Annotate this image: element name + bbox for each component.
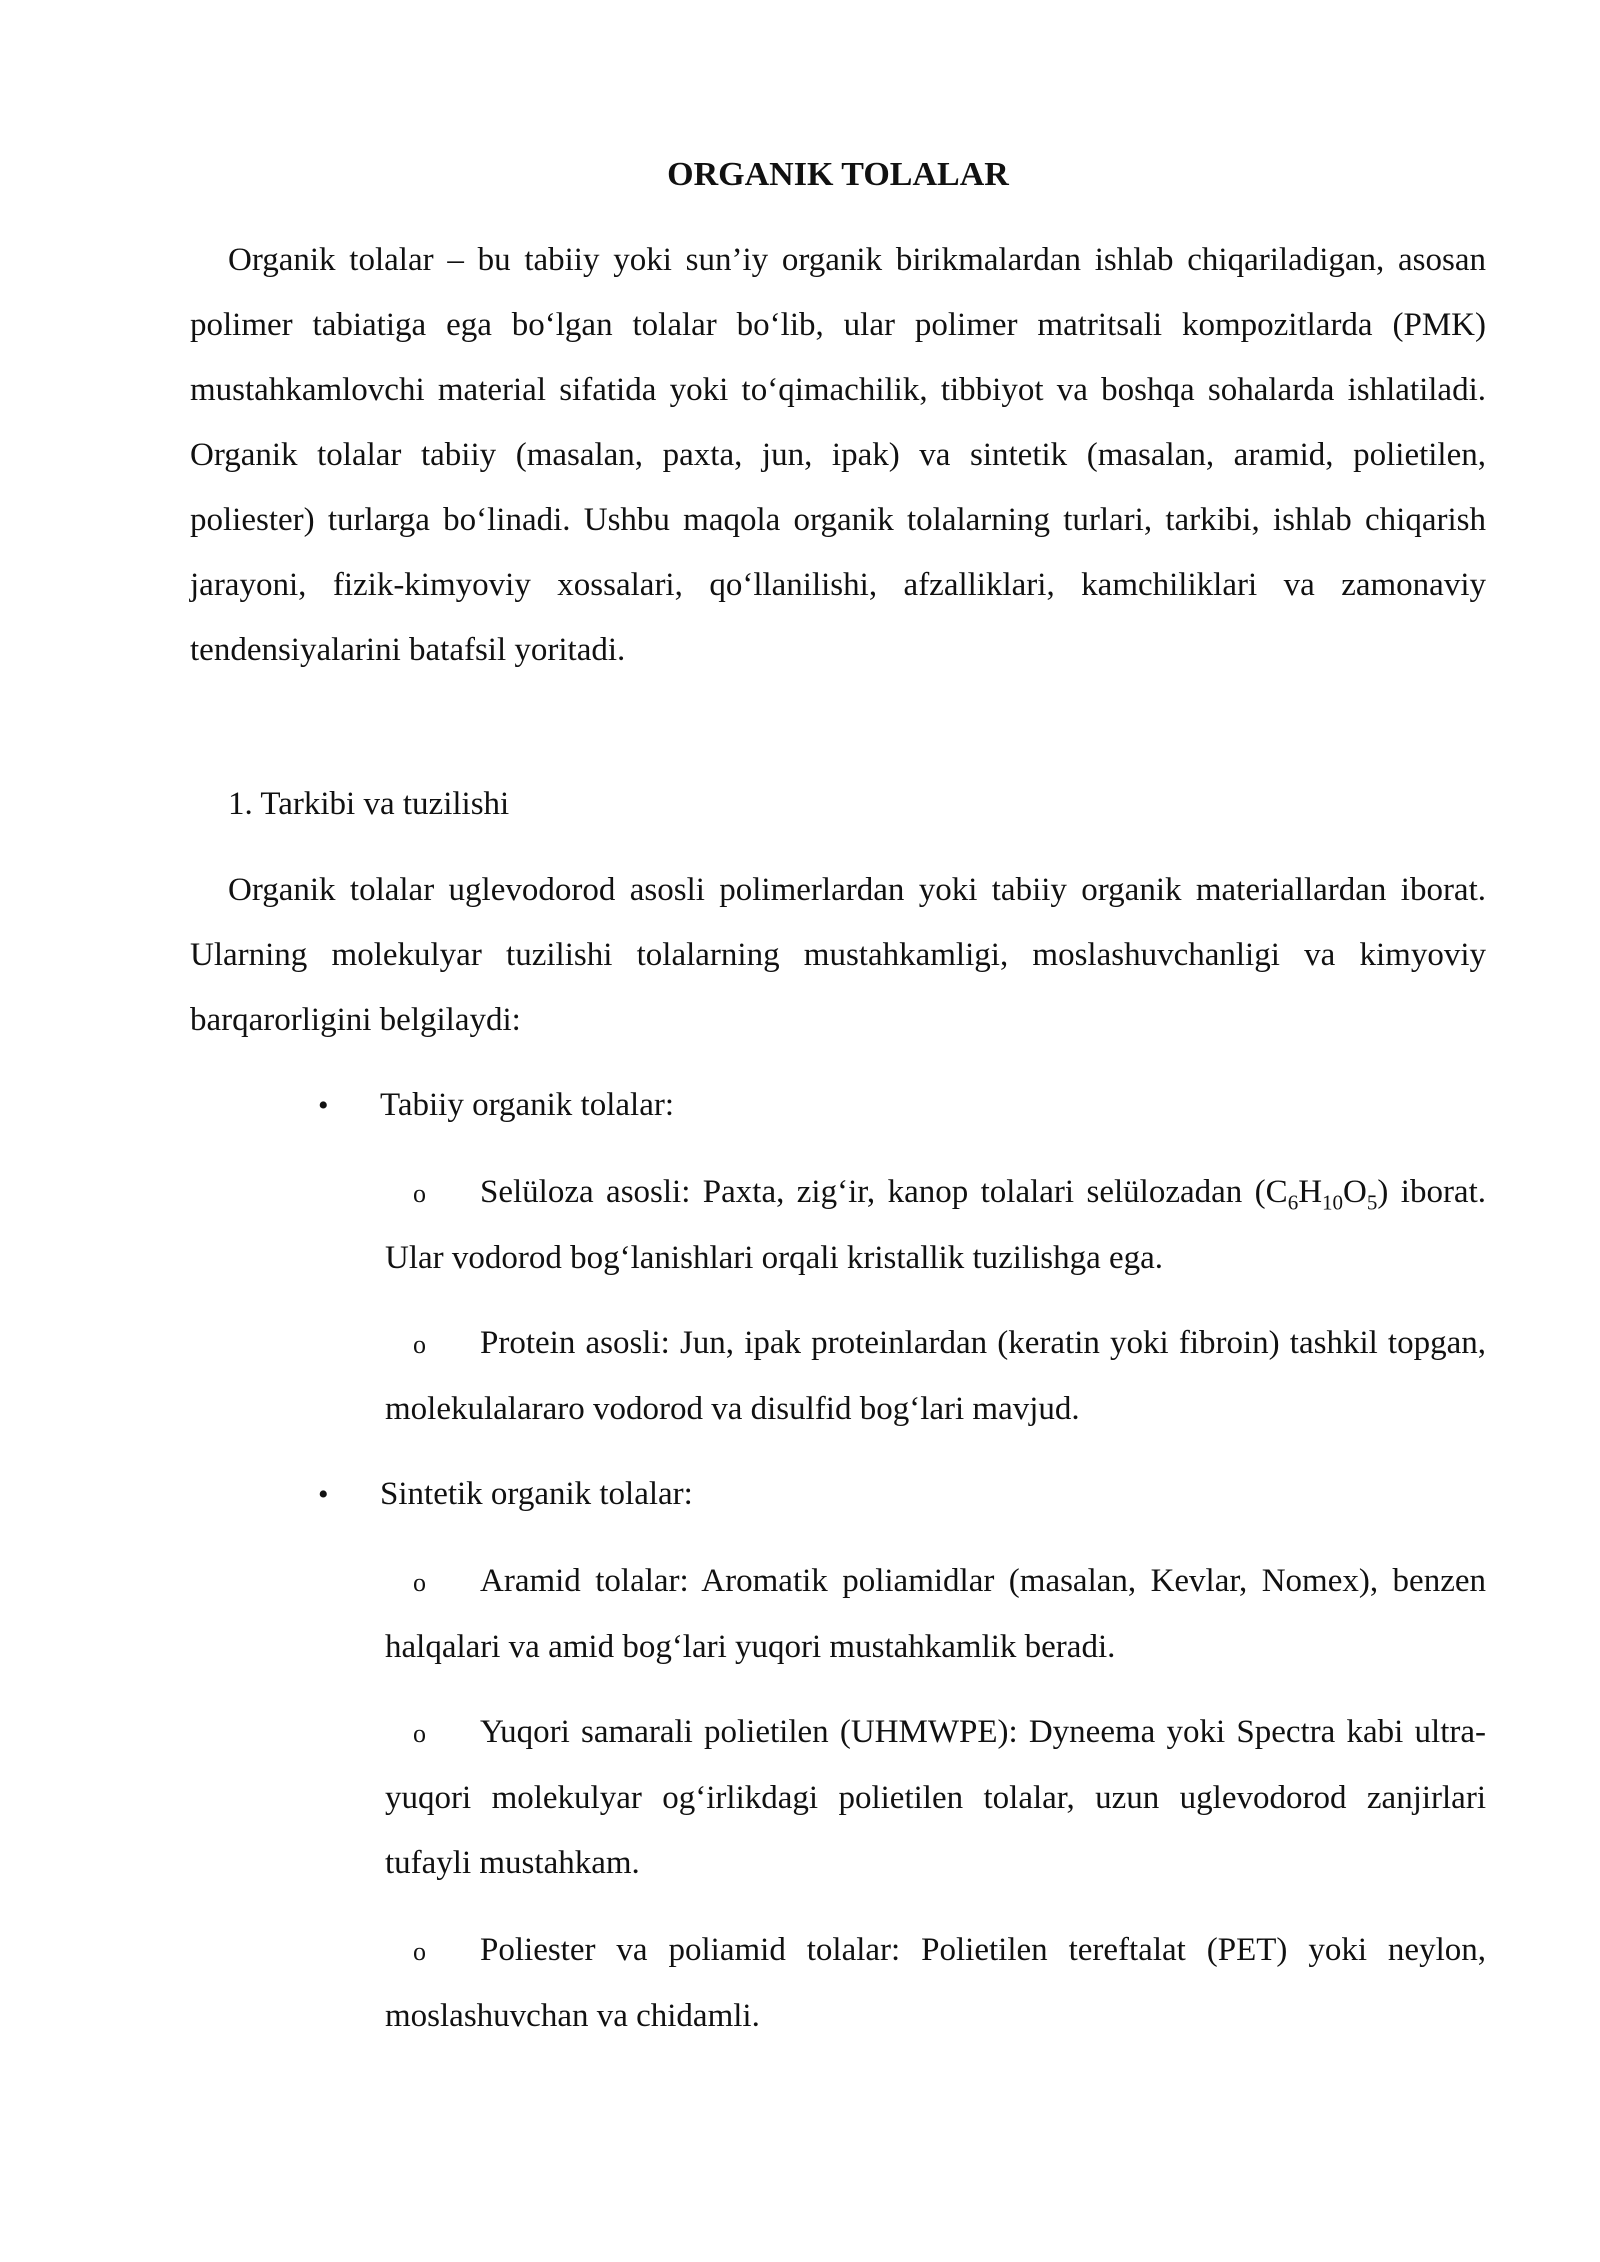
- aramid-text: Aramid tolalar: Aromatik poliamidlar (masalan, Kevlar, Nomex), benzen halqalari va amid bog‘lari yuqori mustahkamlik beradi.: [385, 1563, 1486, 1665]
- circle-bullet-icon: o: [413, 1937, 426, 1966]
- protein-text: Protein asosli: Jun, ipak proteinlardan (keratin yoki fibroin) tashkil topgan, molekulalararo vodorod va disulfid bog‘lari mavjud.: [385, 1325, 1486, 1427]
- circle-bullet-icon: o: [413, 1179, 426, 1208]
- formula-h: H: [1298, 1174, 1323, 1210]
- sub-item-aramid: [385, 1549, 1486, 1680]
- bullet-icon: •: [318, 1478, 329, 1511]
- uhmwpe-text: Yuqori samarali polietilen (UHMWPE): Dyneema yoki Spectra kabi ultra-yuqori molekulyar og‘irlikdagi polietilen tolalar, uzun uglevodorod zanjirlari tufayli mustahkam.: [385, 1714, 1486, 1881]
- formula-sub: 6: [1287, 1190, 1299, 1215]
- document-title: ORGANIK TOLALAR: [667, 156, 1009, 193]
- section-paragraph: Organik tolalar uglevodorod asosli polimerlardan yoki tabiiy organik materiallardan iborat. Ularning molekulyar tuzilishi tolalarning mustahkamligi, moslashuvchanligi va kimyoviy barqarorligini belgilaydi:: [190, 872, 1486, 1038]
- sub-item-cellulose: [385, 1160, 1486, 1291]
- intro-paragraph: Organik tolalar – bu tabiiy yoki sun’iy organik birikmalardan ishlab chiqariladigan, asosan polimer tabiatiga ega bo‘lgan tolalar bo‘lib, ular polimer matritsali kompozitlarda (PMK) mustahkamlovchi material sifatida yoki to‘qimachilik, tibbiyot va boshqa sohalarda ishlatiladi. Organik tolalar tabiiy (masalan, paxta, jun, ipak) va sintetik (masalan, aramid, polietilen, poliester) turlarga bo‘linadi. Ushbu maqola organik tolalarning turlari, tarkibi, ishlab chiqarish jarayoni, fizik-kimyoviy xossalari, qo‘llanilishi, afzalliklari, kamchiliklari va zamonaviy tendensiyalarini batafsil yoritadi.: [190, 242, 1486, 668]
- formula-sub: 5: [1366, 1190, 1378, 1215]
- circle-bullet-icon: o: [413, 1330, 426, 1359]
- circle-bullet-icon: o: [413, 1568, 426, 1597]
- sub-item-protein: [385, 1311, 1486, 1442]
- cellulose-text-before: Selüloza asosli: Paxta, zig‘ir, kanop tolalari selülozadan (C: [480, 1174, 1288, 1210]
- sub-item-uhmwpe: [385, 1700, 1486, 1896]
- polyester-text: Poliester va poliamid tolalar: Polietilen tereftalat (PET) yoki neylon, moslashuvchan va chidamli.: [385, 1932, 1486, 2034]
- circle-bullet-icon: o: [413, 1719, 426, 1748]
- cellulose-text-after: ) iborat. Ular vodorod bog‘lanishlari orqali kristallik tuzilishga ega.: [385, 1174, 1486, 1276]
- formula-sub: 10: [1322, 1190, 1344, 1215]
- bullet-label: Tabiiy organik tolalar:: [380, 1087, 675, 1123]
- sub-item-polyester: [385, 1918, 1486, 2049]
- bullet-icon: •: [318, 1089, 329, 1122]
- section-heading: 1. Tarkibi va tuzilishi: [228, 786, 510, 822]
- formula-o: O: [1343, 1174, 1367, 1210]
- bullet-label: Sintetik organik tolalar:: [380, 1476, 693, 1512]
